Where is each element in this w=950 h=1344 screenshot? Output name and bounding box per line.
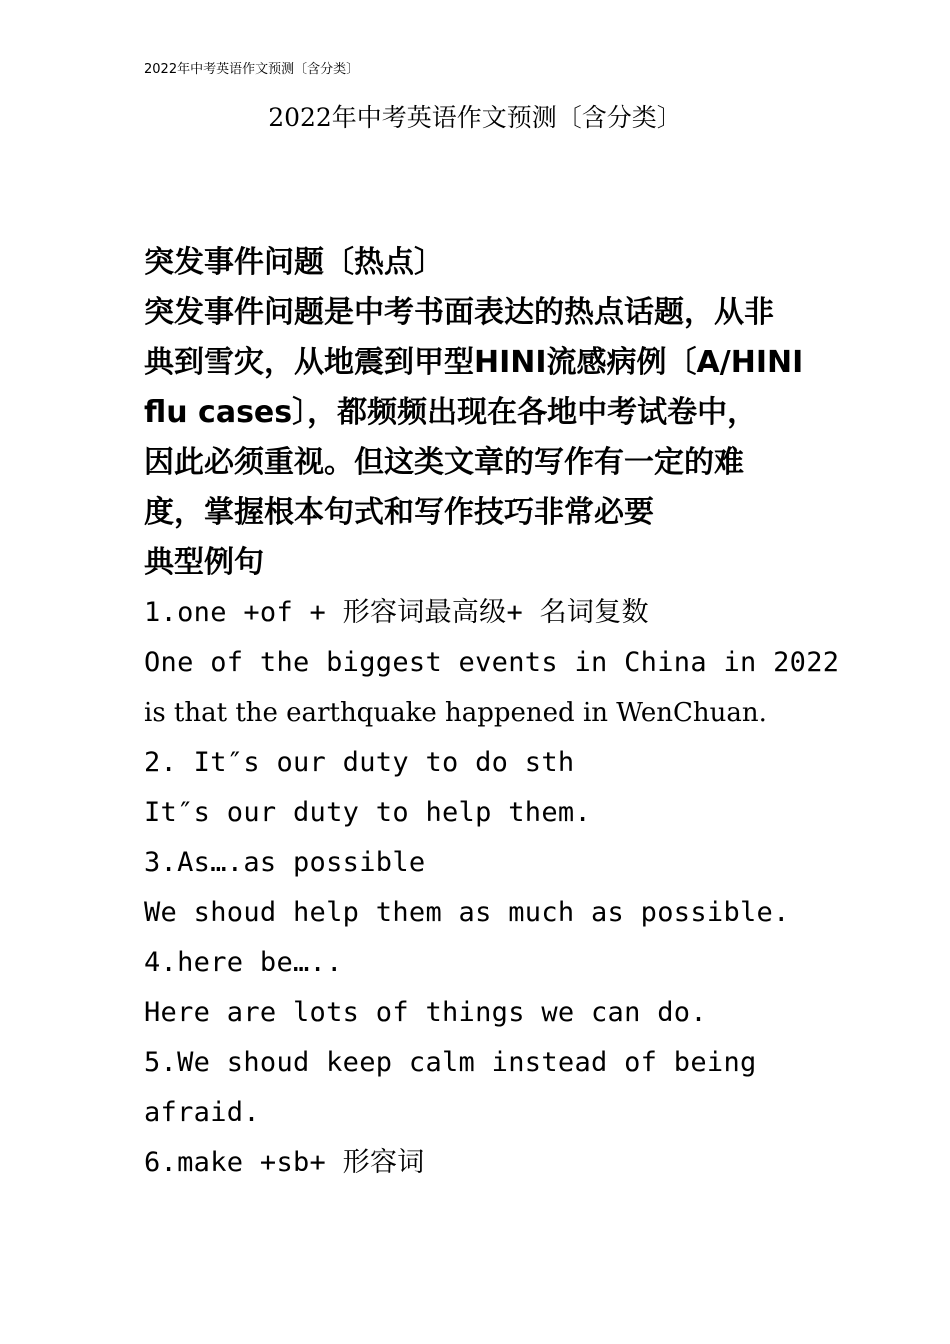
paragraph-line: 典到雪灾，从地震到甲型HINI流感病例〔A/HINI: [144, 345, 804, 380]
paragraph-line: flu cases〕，都频频出现在各地中考试卷中，: [144, 395, 758, 430]
pattern-line: 4.here be…..: [144, 947, 343, 978]
subheading: 典型例句: [144, 545, 264, 580]
document-body: [144, 238, 840, 1188]
pattern-line: 1.one +of + 形容词最高级+ 名词复数: [144, 597, 649, 628]
example-line: It″s our duty to help them.: [144, 797, 591, 828]
page-title: 2022年中考英语作文预测〔含分类〕: [268, 103, 682, 132]
example-line: afraid.: [144, 1097, 260, 1128]
pattern-line: 5.We shoud keep calm instead of being: [144, 1047, 757, 1078]
running-header: 2022年中考英语作文预测〔含分类〕: [144, 62, 360, 77]
example-line: We shoud help them as much as possible.: [144, 897, 790, 928]
paragraph-line: 突发事件问题是中考书面表达的热点话题，从非: [144, 295, 774, 330]
example-line: Here are lots of things we can do.: [144, 997, 707, 1028]
paragraph-line: 度，掌握根本句式和写作技巧非常必要: [144, 495, 654, 530]
example-line: is that the earthquake happened in WenChuan.: [144, 698, 767, 728]
paragraph-line: 因此必须重视。但这类文章的写作有一定的难: [144, 445, 744, 480]
pattern-line: 2. It″s our duty to do sth: [144, 747, 575, 778]
example-line: One of the biggest events in China in 2022: [144, 647, 840, 678]
pattern-line: 6.make +sb+ 形容词: [144, 1147, 425, 1178]
section-heading: 突发事件问题〔热点〕: [144, 245, 444, 280]
pattern-line: 3.As….as possible: [144, 847, 426, 878]
